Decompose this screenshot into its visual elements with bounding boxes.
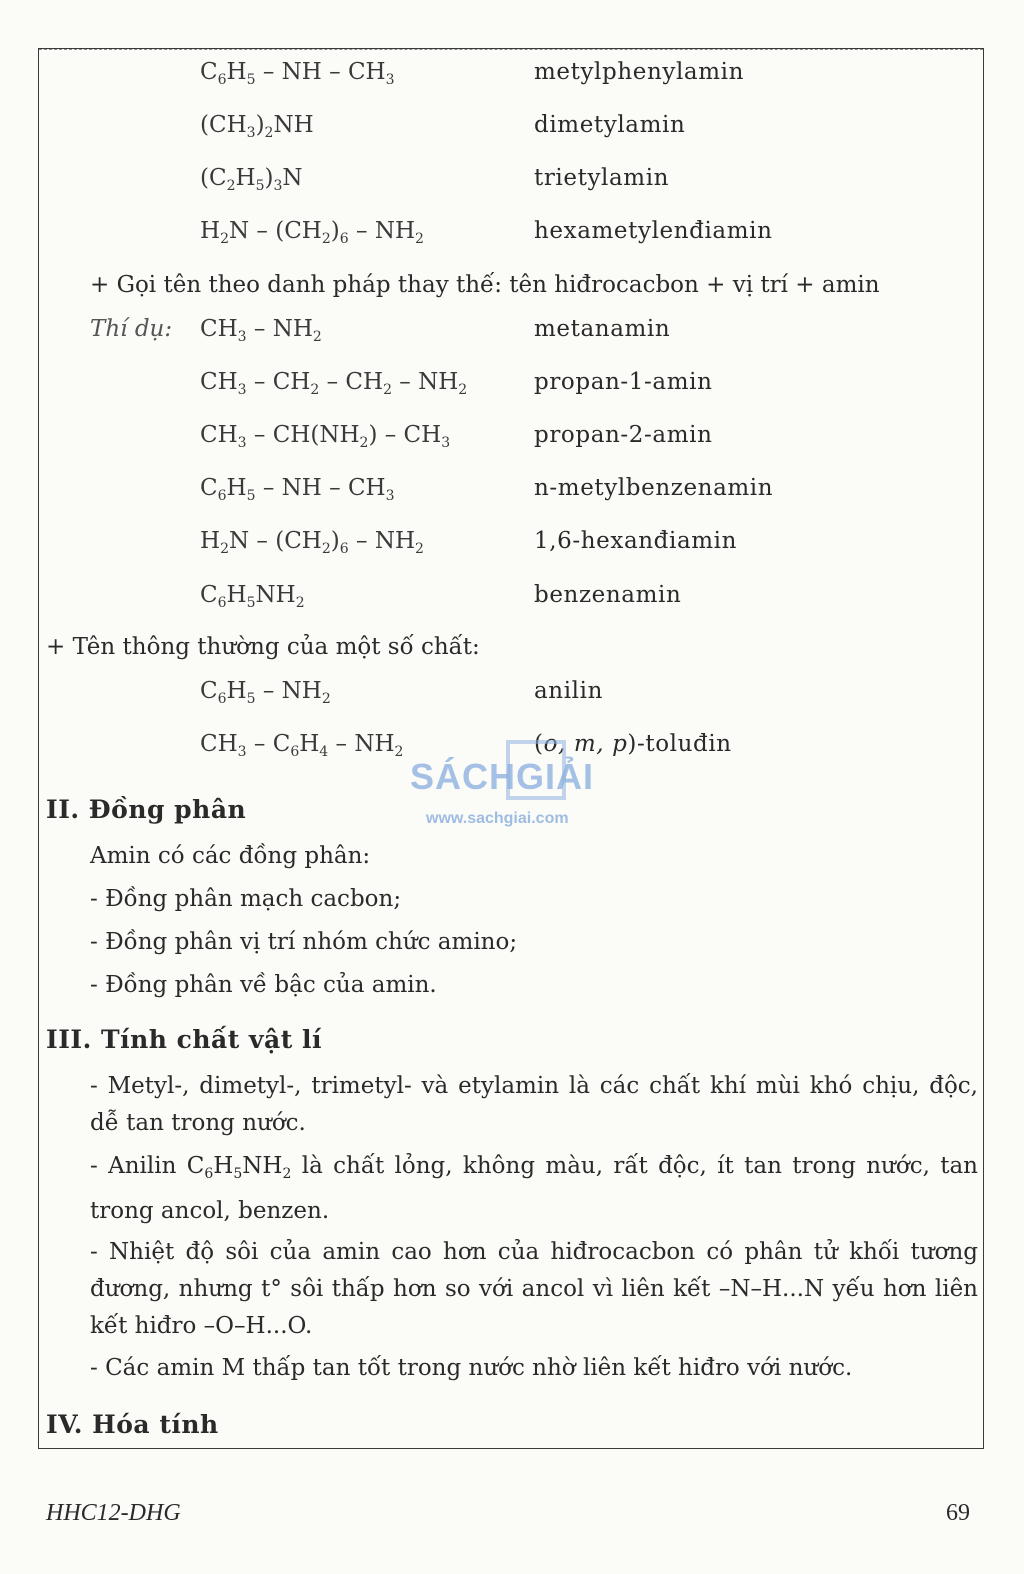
isomers-intro: Amin có các đồng phân: — [90, 843, 371, 869]
formula-row — [0, 158, 1024, 198]
formula-row — [0, 468, 1024, 508]
chemical-formula: $(CH_3)_2NH$ — [200, 112, 314, 141]
isomer-item: - Đồng phân mạch cacbon; — [90, 886, 402, 912]
compound-name: trietylamin — [534, 165, 670, 191]
formula-row — [0, 521, 1024, 561]
physical-paragraph: - Metyl-, dimetyl-, trimetyl- và etylamin là các chất khí mùi khó chịu, độc, dễ tan trong nước. — [90, 1073, 978, 1136]
compound-name: benzenamin — [534, 582, 682, 608]
chemical-formula: $CH_3 - CH(NH_2) - CH_3$ — [200, 422, 451, 451]
chemical-formula: $C_6H_5 - NH_2$ — [200, 678, 331, 707]
chemical-formula: $CH_3 - NH_2$ — [200, 316, 322, 345]
chemical-formula: $CH_3 - CH_2 - CH_2 - NH_2$ — [200, 369, 468, 398]
physical-paragraph-solubility: - Các amin M thấp tan tốt trong nước nhờ liên kết hiđro với nước. — [90, 1355, 853, 1381]
formula-row — [0, 362, 1024, 402]
watermark — [410, 738, 610, 828]
compound-name: hexametylenđiamin — [534, 218, 773, 244]
footer-code: HHC12-DHG — [46, 1500, 181, 1526]
compound-name: 1,6-hexanđiamin — [534, 528, 738, 554]
formula-row — [0, 415, 1024, 455]
watermark-brand: SÁCHGIẢI — [410, 756, 595, 797]
chemical-formula: $CH_3 - C_6H_4 - NH_2$ — [200, 731, 404, 760]
physical-paragraph-anilin: - Anilin $C_6H_5NH_2$ là chất lỏng, không màu, rất độc, ít tan trong nước, tan trong ancol, benzen. — [90, 1153, 978, 1224]
compound-name: metylphenylamin — [534, 59, 745, 85]
chemical-formula: $(C_2H_5)_3N$ — [200, 165, 303, 194]
page-number: 69 — [946, 1500, 970, 1526]
formula-row — [0, 575, 1024, 615]
formula-row — [0, 309, 1024, 349]
isomer-item: - Đồng phân vị trí nhóm chức amino; — [90, 929, 518, 955]
formula-row — [0, 105, 1024, 145]
compound-name: anilin — [534, 678, 604, 704]
chemical-formula: $H_2N - (CH_2)_6 - NH_2$ — [200, 528, 424, 557]
formula-row — [0, 671, 1024, 711]
compound-name: n-metylbenzenamin — [534, 475, 774, 501]
chemical-formula: $C_6H_5NH_2$ — [200, 582, 305, 611]
chemical-formula: $C_6H_5$ – NH – $CH_3$ — [200, 59, 395, 88]
substitutive-naming-rule: + Gọi tên theo danh pháp thay thế: tên hiđrocacbon + vị trí + amin — [90, 272, 880, 298]
compound-name: metanamin — [534, 316, 671, 342]
compound-name: dimetylamin — [534, 112, 686, 138]
chemical-formula: $H_2N - (CH_2)_6 - NH_2$ — [200, 218, 424, 247]
compound-name: propan-1-amin — [534, 369, 713, 395]
common-naming-rule: + Tên thông thường của một số chất: — [46, 634, 480, 660]
example-prefix: Thí dụ: — [90, 316, 173, 342]
chemical-formula: $C_6H_5$ – NH – $CH_3$ — [200, 475, 395, 504]
formula-row — [0, 52, 1024, 92]
section-heading-isomers: II. Đồng phân — [46, 795, 247, 824]
physical-paragraph-boiling: - Nhiệt độ sôi của amin cao hơn của hiđrocacbon có phân tử khối tương đương, nhưng t° sôi thấp hơn so với ancol vì liên kết –N–H...N yếu hơn liên kết hiđro –O–H...O. — [90, 1239, 978, 1339]
section-heading-chemical: IV. Hóa tính — [46, 1410, 219, 1439]
isomer-item: - Đồng phân về bậc của amin. — [90, 972, 437, 998]
compound-name: propan-2-amin — [534, 422, 713, 448]
section-heading-physical: III. Tính chất vật lí — [46, 1025, 322, 1054]
watermark-url: www.sachgiai.com — [426, 810, 569, 827]
formula-row — [0, 211, 1024, 251]
compound-name: (o, m, p)-toluđin — [534, 731, 732, 757]
